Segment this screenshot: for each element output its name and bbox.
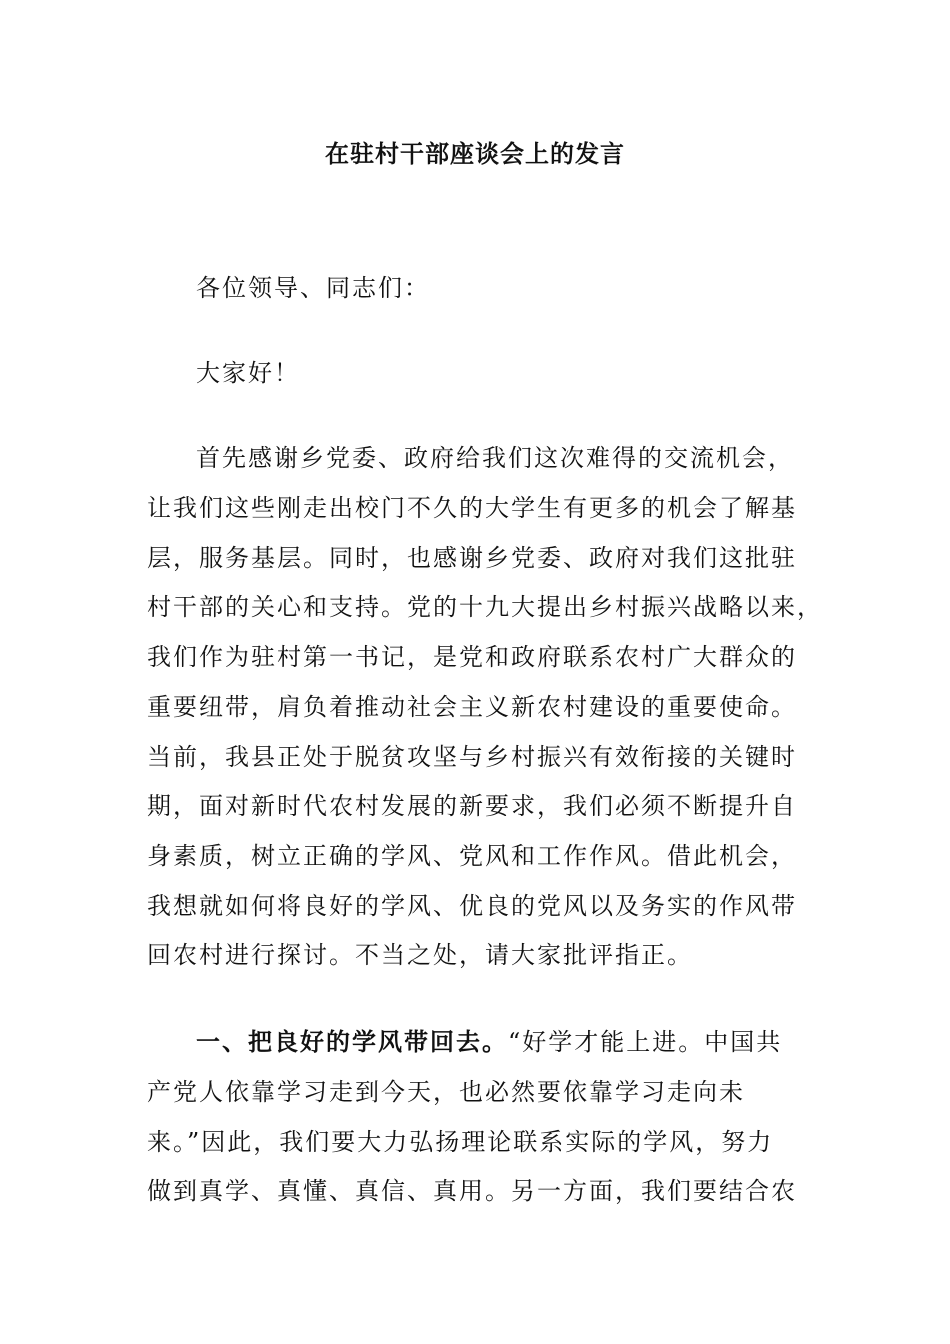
paragraph-line: 层，服务基层。同时，也感谢乡党委、政府对我们这批驻 — [147, 544, 797, 572]
paragraph-line: 期，面对新时代农村发展的新要求，我们必须不断提升自 — [147, 792, 797, 820]
paragraph-line: 村干部的关心和支持。党的十九大提出乡村振兴战略以来， — [147, 593, 823, 621]
section-first-line — [196, 1024, 856, 1060]
paragraph-line: 让我们这些刚走出校门不久的大学生有更多的机会了解基 — [147, 494, 797, 522]
greeting: 大家好！ — [196, 359, 300, 387]
paragraph-line: 回农村进行探讨。不当之处，请大家批评指正。 — [147, 941, 693, 969]
section-text: “好学才能上进。中国共 — [508, 1028, 783, 1056]
paragraph-line: 我们作为驻村第一书记，是党和政府联系农村广大群众的 — [147, 643, 797, 671]
document-title: 在驻村干部座谈会上的发言 — [325, 139, 625, 168]
paragraph-line: 来。”因此，我们要大力弘扬理论联系实际的学风，努力 — [147, 1128, 774, 1156]
paragraph-line: 我想就如何将良好的学风、优良的党风以及务实的作风带 — [147, 892, 797, 920]
paragraph-line: 身素质，树立正确的学风、党风和工作作风。借此机会， — [147, 842, 797, 870]
section-heading: 一、把良好的学风带回去。 — [196, 1027, 508, 1056]
paragraph-line: 当前，我县正处于脱贫攻坚与乡村振兴有效衔接的关键时 — [147, 743, 797, 771]
paragraph-line: 产党人依靠学习走到今天，也必然要依靠学习走向未 — [147, 1078, 745, 1106]
salutation: 各位领导、同志们： — [196, 274, 430, 302]
paragraph-line: 首先感谢乡党委、政府给我们这次难得的交流机会， — [196, 444, 794, 472]
paragraph-line: 做到真学、真懂、真信、真用。另一方面，我们要结合农 — [147, 1177, 797, 1205]
paragraph-line: 重要纽带，肩负着推动社会主义新农村建设的重要使命。 — [147, 693, 797, 721]
